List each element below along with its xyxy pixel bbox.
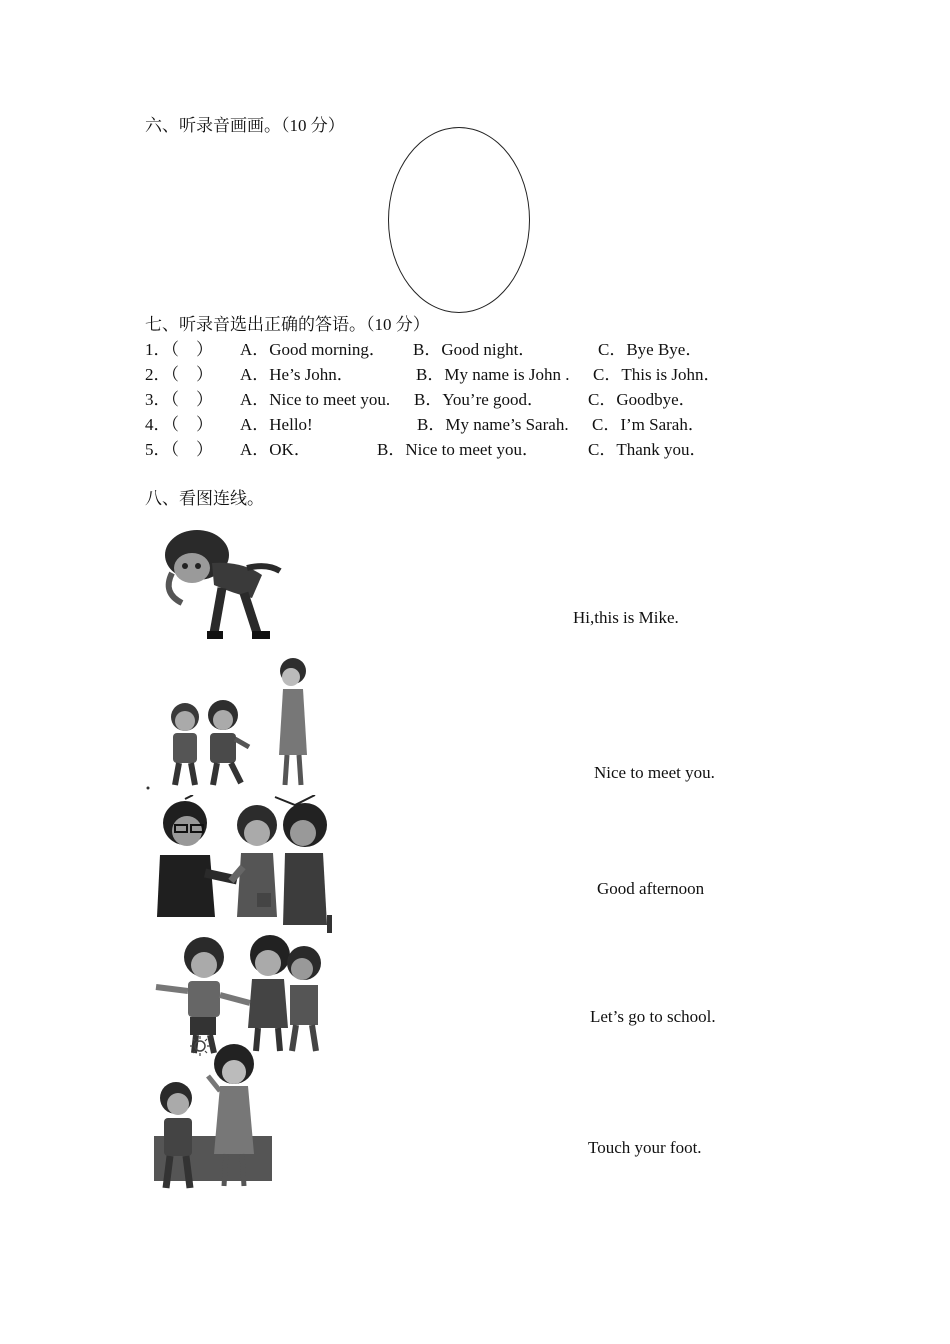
picture-afternoon-greeting[interactable] bbox=[148, 1036, 278, 1196]
option-b: B．My name’s Sarah. bbox=[417, 415, 569, 434]
option-c: C．Bye Bye． bbox=[598, 340, 703, 359]
picture-handshake[interactable] bbox=[145, 795, 335, 935]
question-number[interactable]: 4．（ ） bbox=[145, 415, 213, 434]
picture-boys-and-woman[interactable] bbox=[145, 655, 315, 790]
option-b: B．You’re good． bbox=[414, 390, 545, 409]
option-c: C．I’m Sarah． bbox=[592, 415, 705, 434]
option-a: A．Hello! bbox=[240, 415, 313, 434]
option-a: A．Good morning． bbox=[240, 340, 386, 359]
phrase-5[interactable]: Touch your foot. bbox=[588, 1138, 702, 1157]
question-number[interactable]: 1．（ ） bbox=[145, 340, 213, 359]
option-a: A．He’s John． bbox=[240, 365, 354, 384]
option-c: C．Thank you． bbox=[588, 440, 707, 459]
section8-heading: 八、看图连线。 bbox=[145, 489, 264, 508]
option-c: C．This is John． bbox=[593, 365, 721, 384]
option-b: B．Nice to meet you． bbox=[377, 440, 539, 459]
phrase-1[interactable]: Hi,this is Mike. bbox=[573, 608, 679, 627]
picture-girl-touching-foot[interactable] bbox=[152, 523, 284, 643]
option-b: B．My name is John . bbox=[416, 365, 570, 384]
phrase-3[interactable]: Good afternoon bbox=[597, 879, 705, 898]
option-b: B．Good night． bbox=[413, 340, 536, 359]
option-a: A．Nice to meet you. bbox=[240, 390, 391, 409]
drawing-oval[interactable] bbox=[388, 127, 530, 313]
section6-heading: 六、听录音画画。（10 分） bbox=[145, 116, 345, 135]
phrase-4[interactable]: Let’s go to school. bbox=[590, 1007, 716, 1026]
question-number[interactable]: 3．（ ） bbox=[145, 390, 213, 409]
question-number[interactable]: 5．（ ） bbox=[145, 440, 213, 459]
option-a: A．OK． bbox=[240, 440, 311, 459]
question-number[interactable]: 2．（ ） bbox=[145, 365, 213, 384]
section7-heading: 七、听录音选出正确的答语。（10 分） bbox=[145, 315, 430, 334]
option-c: C．Goodbye． bbox=[588, 390, 696, 409]
phrase-2[interactable]: Nice to meet you. bbox=[594, 763, 715, 782]
